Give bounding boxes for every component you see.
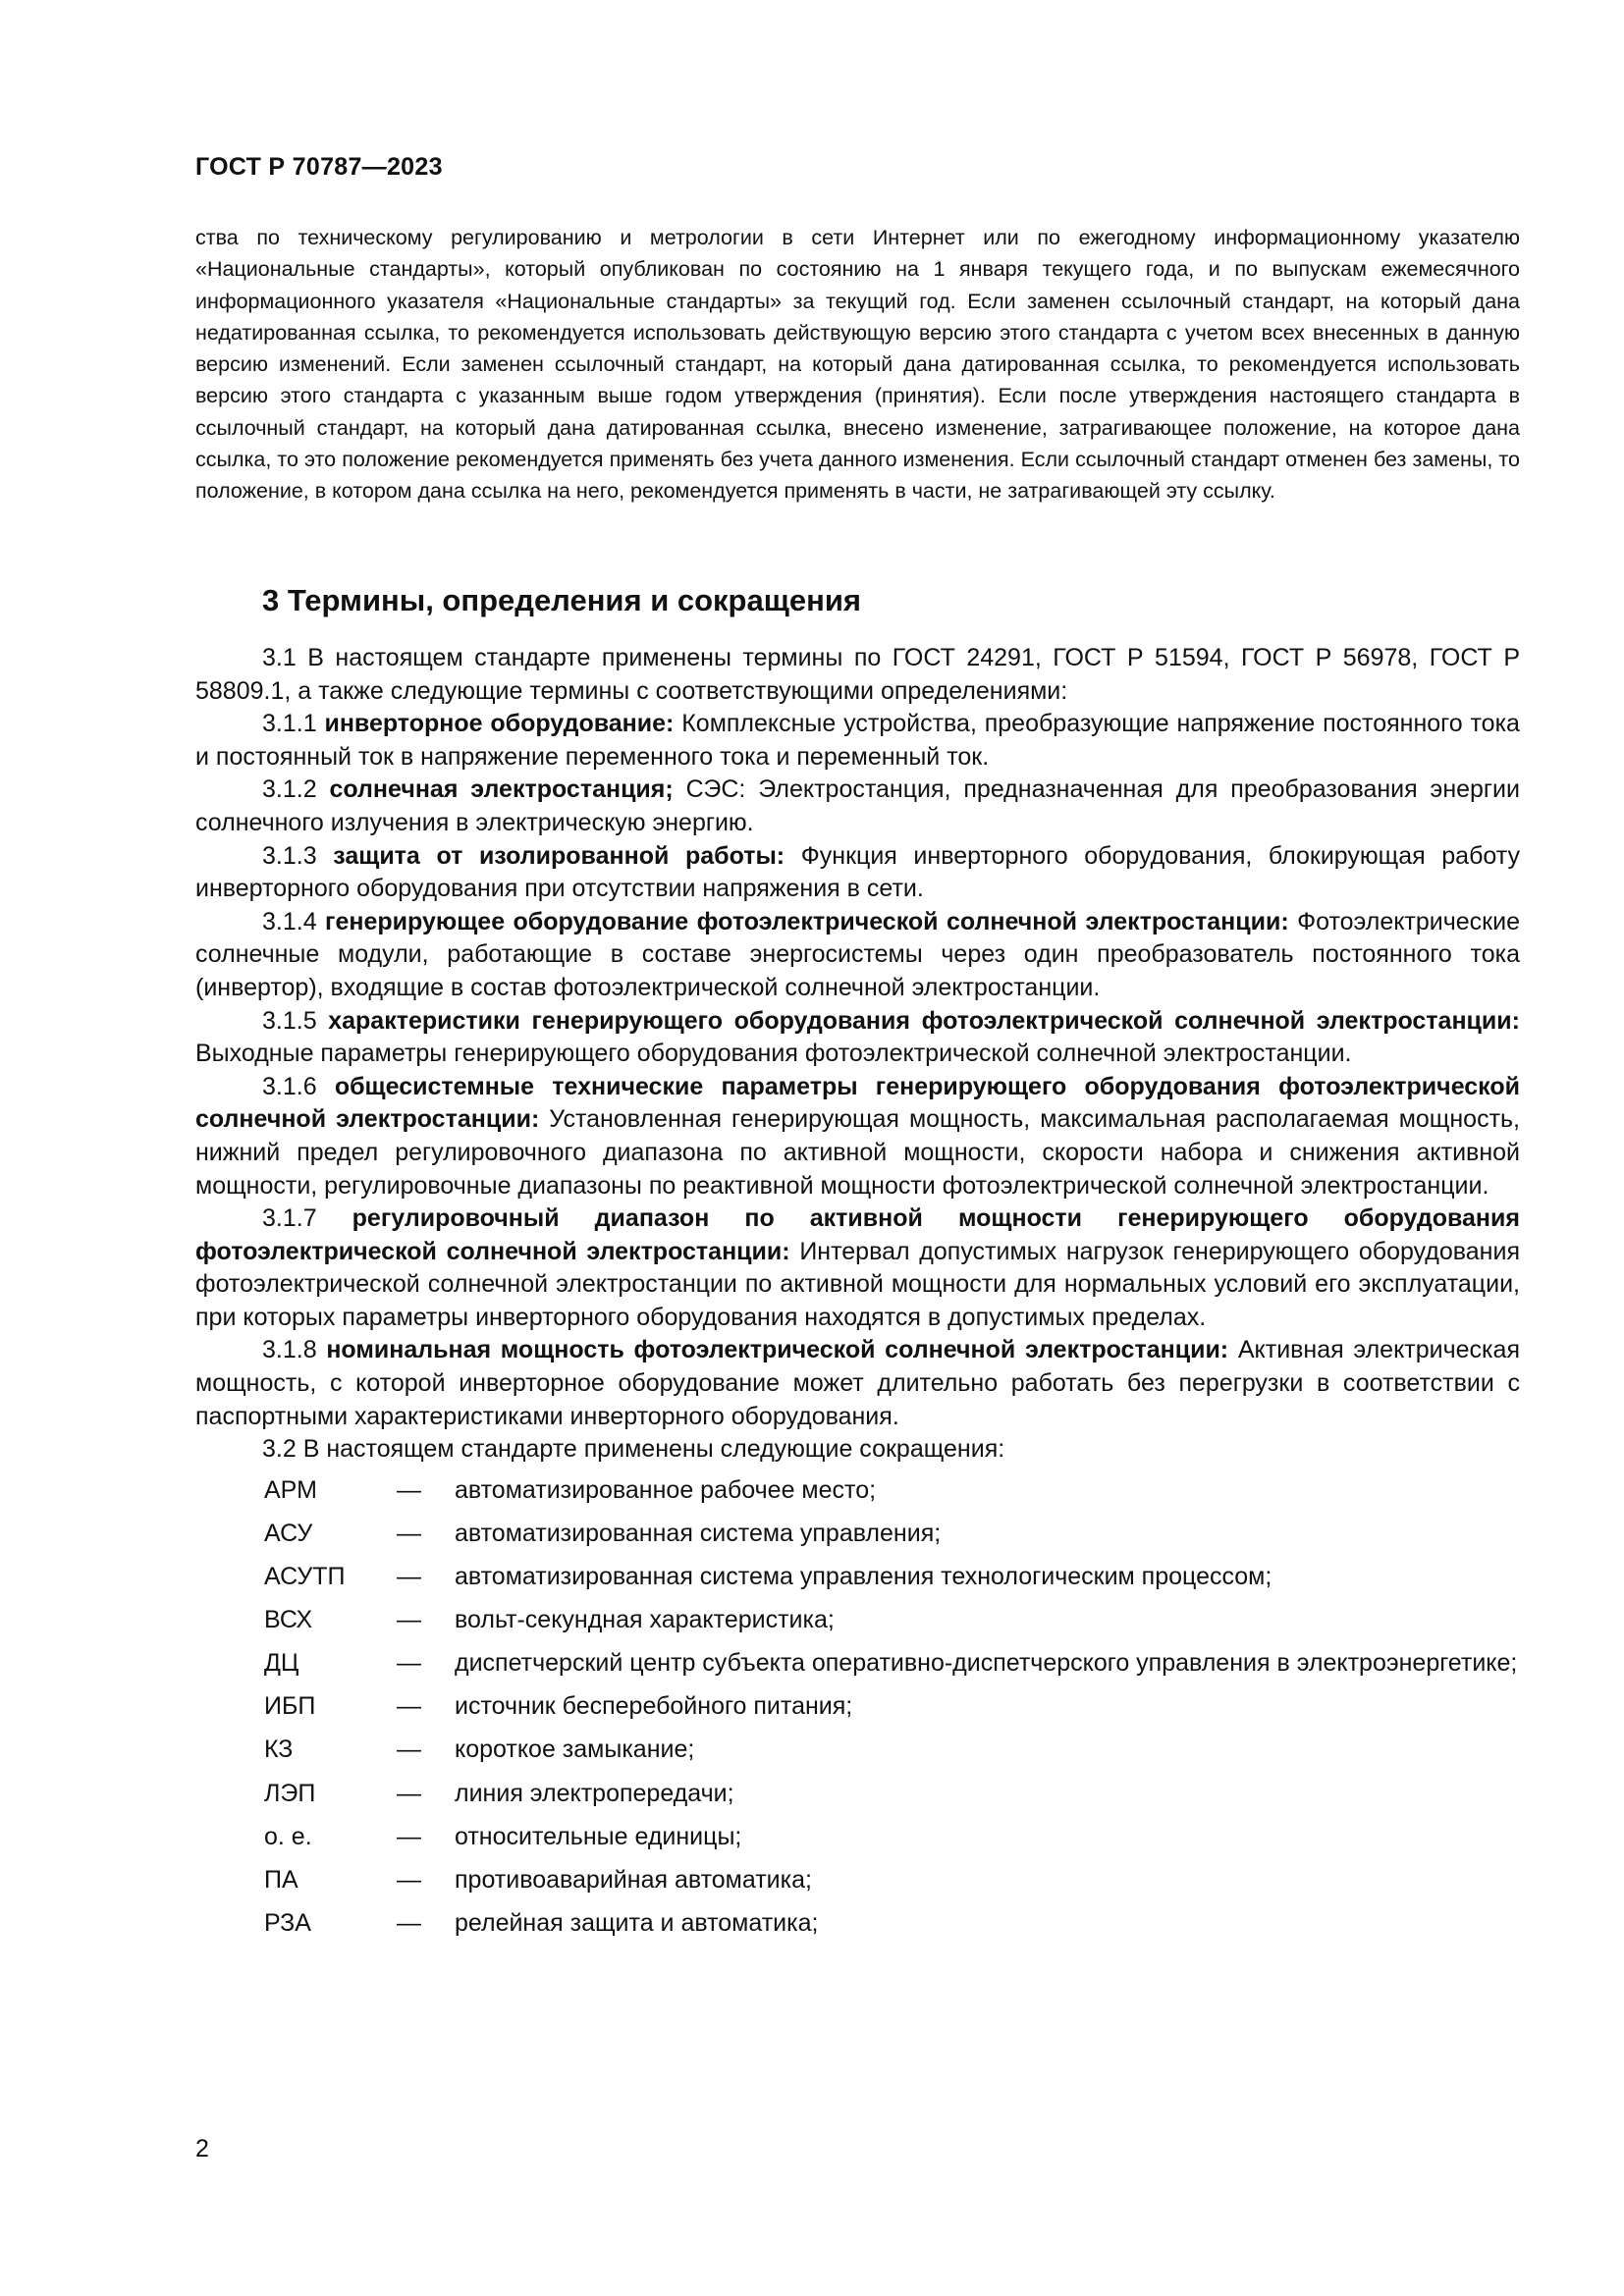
abbreviation-term: АСУ — [264, 1519, 313, 1547]
abbreviation-term: ДЦ — [264, 1649, 299, 1678]
term-name: защита от изолированной работы: — [333, 841, 785, 870]
term-number: 3.1.3 — [262, 841, 334, 870]
term-number: 3.1.6 — [262, 1072, 335, 1100]
term-number: 3.1.2 — [262, 775, 330, 804]
abbreviation-dash: — — [397, 1519, 421, 1547]
abbreviation-definition: диспетчерский центр субъекта оперативно-диспетчерского управления в электроэнергетике; — [455, 1649, 1518, 1678]
abbreviation-row — [195, 1474, 1520, 1508]
abbreviation-dash: — — [397, 1822, 421, 1850]
abbreviation-term: ЛЭП — [264, 1779, 316, 1807]
term-definition: Функция инверторного оборудования, блокирующая работу инверторного оборудования при отсутствии напряжения в сети. — [195, 841, 1520, 903]
term-name: генерирующее оборудование фотоэлектрической солнечной электростанции: — [325, 907, 1289, 935]
clause-3-1: 3.1 В настоящем стандарте применены термины по ГОСТ 24291, ГОСТ Р 51594, ГОСТ Р 56978, ГОСТ Р 58809.1, а также следующие термины с соответствующими определениями: — [195, 644, 1520, 705]
term-name: номинальная мощность фотоэлектрической солнечной электростанции: — [326, 1336, 1229, 1364]
abbreviation-term: АСУТП — [264, 1563, 346, 1591]
abbreviation-row — [195, 1647, 1520, 1681]
section-title: 3 Термины, определения и сокращения — [262, 583, 861, 617]
term-item — [195, 774, 1520, 839]
abbreviation-term: КЗ — [264, 1735, 294, 1764]
abbreviation-definition: относительные единицы; — [455, 1822, 742, 1850]
abbreviation-dash: — — [397, 1779, 421, 1807]
abbreviation-dash: — — [397, 1865, 421, 1894]
abbreviation-term: ВСХ — [264, 1606, 313, 1634]
abbreviation-dash: — — [397, 1563, 421, 1591]
abbreviation-row — [195, 1734, 1520, 1767]
abbreviation-definition: противоаварийная автоматика; — [455, 1865, 812, 1894]
abbreviation-row — [195, 1907, 1520, 1941]
term-name: характеристики генерирующего оборудования фотоэлектрической солнечной электростанции: — [328, 1006, 1520, 1035]
term-item — [195, 906, 1520, 1005]
abbreviation-definition: автоматизированная система управления технологическим процессом; — [455, 1563, 1272, 1591]
term-name: солнечная электростанция; — [329, 775, 674, 804]
abbreviation-dash: — — [397, 1606, 421, 1634]
intro-paragraph-block — [195, 222, 1520, 507]
term-item — [195, 1202, 1520, 1334]
abbreviation-row — [195, 1864, 1520, 1897]
term-number: 3.1.5 — [262, 1006, 329, 1035]
abbreviation-definition: линия электропередачи; — [455, 1779, 734, 1807]
abbreviation-dash: — — [397, 1692, 421, 1721]
abbreviation-row — [195, 1821, 1520, 1854]
term-number: 3.1.1 — [262, 710, 325, 738]
abbreviation-row — [195, 1604, 1520, 1637]
term-definition: Активная электрическая мощность, с которой инверторное оборудование может длительно работать без перегрузки в соответствии с паспортными характеристиками инверторного оборудования. — [195, 1336, 1520, 1430]
term-item — [195, 708, 1520, 774]
abbreviation-row — [195, 1561, 1520, 1594]
term-number: 3.1.7 — [262, 1204, 352, 1233]
clause-3-2: 3.2 В настоящем стандарте применены следующие сокращения: — [262, 1435, 1005, 1464]
intro-paragraph: ства по техническому регулированию и метрологии в сети Интернет или по ежегодному информационному указателю «Национальные стандарты», который опубликован по состоянию на 1 января текущего года, и по выпускам ежемесячного информационного указателя «Национальные стандарты» за текущий год. Если заменен ссылочный стандарт, на который дана недатированная ссылка, то рекомендуется использовать действующую версию этого стандарта с учетом всех внесенных в данную версию изменений. Если заменен ссылочный стандарт, на который дана датированная ссылка, то рекомендуется использовать версию этого стандарта с указанным выше годом утверждения (принятия). Если после утверждения настоящего стандарта в ссылочный стандарт, на который дана датированная ссылка, внесено изменение, затрагивающее положение, на которое дана ссылка, то это положение рекомендуется применять без учета данного изменения. Если ссылочный стандарт отменен без замены, то положение, в котором дана ссылка на него, рекомендуется применять в части, не затрагивающей эту ссылку. — [195, 226, 1520, 504]
abbreviation-definition: автоматизированное рабочее место; — [455, 1475, 877, 1504]
abbreviation-term: ПА — [264, 1865, 298, 1894]
abbreviation-dash: — — [397, 1735, 421, 1764]
abbreviation-term: АРМ — [264, 1475, 317, 1504]
abbreviation-row — [195, 1778, 1520, 1811]
term-definition: СЭС: Электростанция, предназначенная для преобразования энергии солнечного излучения в электрическую энергию. — [195, 775, 1520, 836]
term-number: 3.1.4 — [262, 907, 326, 935]
term-name: регулировочный диапазон по активной мощности генерирующего оборудования фотоэлектрической солнечной электростанции: — [195, 1204, 1520, 1265]
abbreviation-term: о. е. — [264, 1822, 312, 1850]
abbreviation-term: РЗА — [264, 1908, 311, 1937]
abbreviation-definition: автоматизированная система управления; — [455, 1519, 942, 1547]
abbreviation-term: ИБП — [264, 1692, 316, 1721]
term-item — [195, 1334, 1520, 1433]
abbreviation-list — [195, 1474, 1520, 1941]
abbreviation-dash: — — [397, 1908, 421, 1937]
abbreviation-definition: короткое замыкание; — [455, 1735, 695, 1764]
term-definition: Выходные параметры генерирующего оборудования фотоэлектрической солнечной электростанции. — [195, 1040, 1352, 1068]
term-item — [195, 1005, 1520, 1071]
term-item — [195, 840, 1520, 906]
terms-block — [195, 642, 1520, 1950]
term-definition: Интервал допустимых нагрузок генерирующего оборудования фотоэлектрической солнечной электростанции по активной мощности для нормальных условий его эксплуатации, при которых параметры инверторного оборудования находятся в допустимых пределах. — [195, 1237, 1520, 1331]
term-definition: Фотоэлектрические солнечные модули, работающие в составе энергосистемы через один преобразователь постоянного тока (инвертор), входящие в состав фотоэлектрической солнечной электростанции. — [195, 907, 1520, 1001]
standard-code: ГОСТ Р 70787—2023 — [195, 153, 443, 181]
abbreviation-row — [195, 1518, 1520, 1551]
term-name: общесистемные технические параметры генерирующего оборудования фотоэлектрической солнечной электростанции: — [195, 1072, 1520, 1134]
abbreviation-row — [195, 1690, 1520, 1724]
term-item — [195, 1071, 1520, 1202]
term-definition: Установленная генерирующая мощность, максимальная располагаемая мощность, нижний предел регулировочного диапазона по активной мощности, скорости набора и снижения активной мощности, регулировочные диапазоны по реактивной мощности фотоэлектрической солнечной электростанции. — [195, 1105, 1520, 1200]
abbreviation-definition: источник бесперебойного питания; — [455, 1692, 853, 1721]
abbreviation-dash: — — [397, 1649, 421, 1678]
term-definition: Комплексные устройства, преобразующие напряжение постоянного тока и постоянный ток в напряжение переменного тока и переменный ток. — [195, 710, 1520, 771]
term-number: 3.1.8 — [262, 1336, 327, 1364]
abbreviation-dash: — — [397, 1475, 421, 1504]
abbreviation-definition: вольт-секундная характеристика; — [455, 1606, 835, 1634]
abbreviation-definition: релейная защита и автоматика; — [455, 1908, 819, 1937]
term-name: инверторное оборудование: — [324, 710, 675, 738]
page-number: 2 — [195, 2135, 209, 2163]
